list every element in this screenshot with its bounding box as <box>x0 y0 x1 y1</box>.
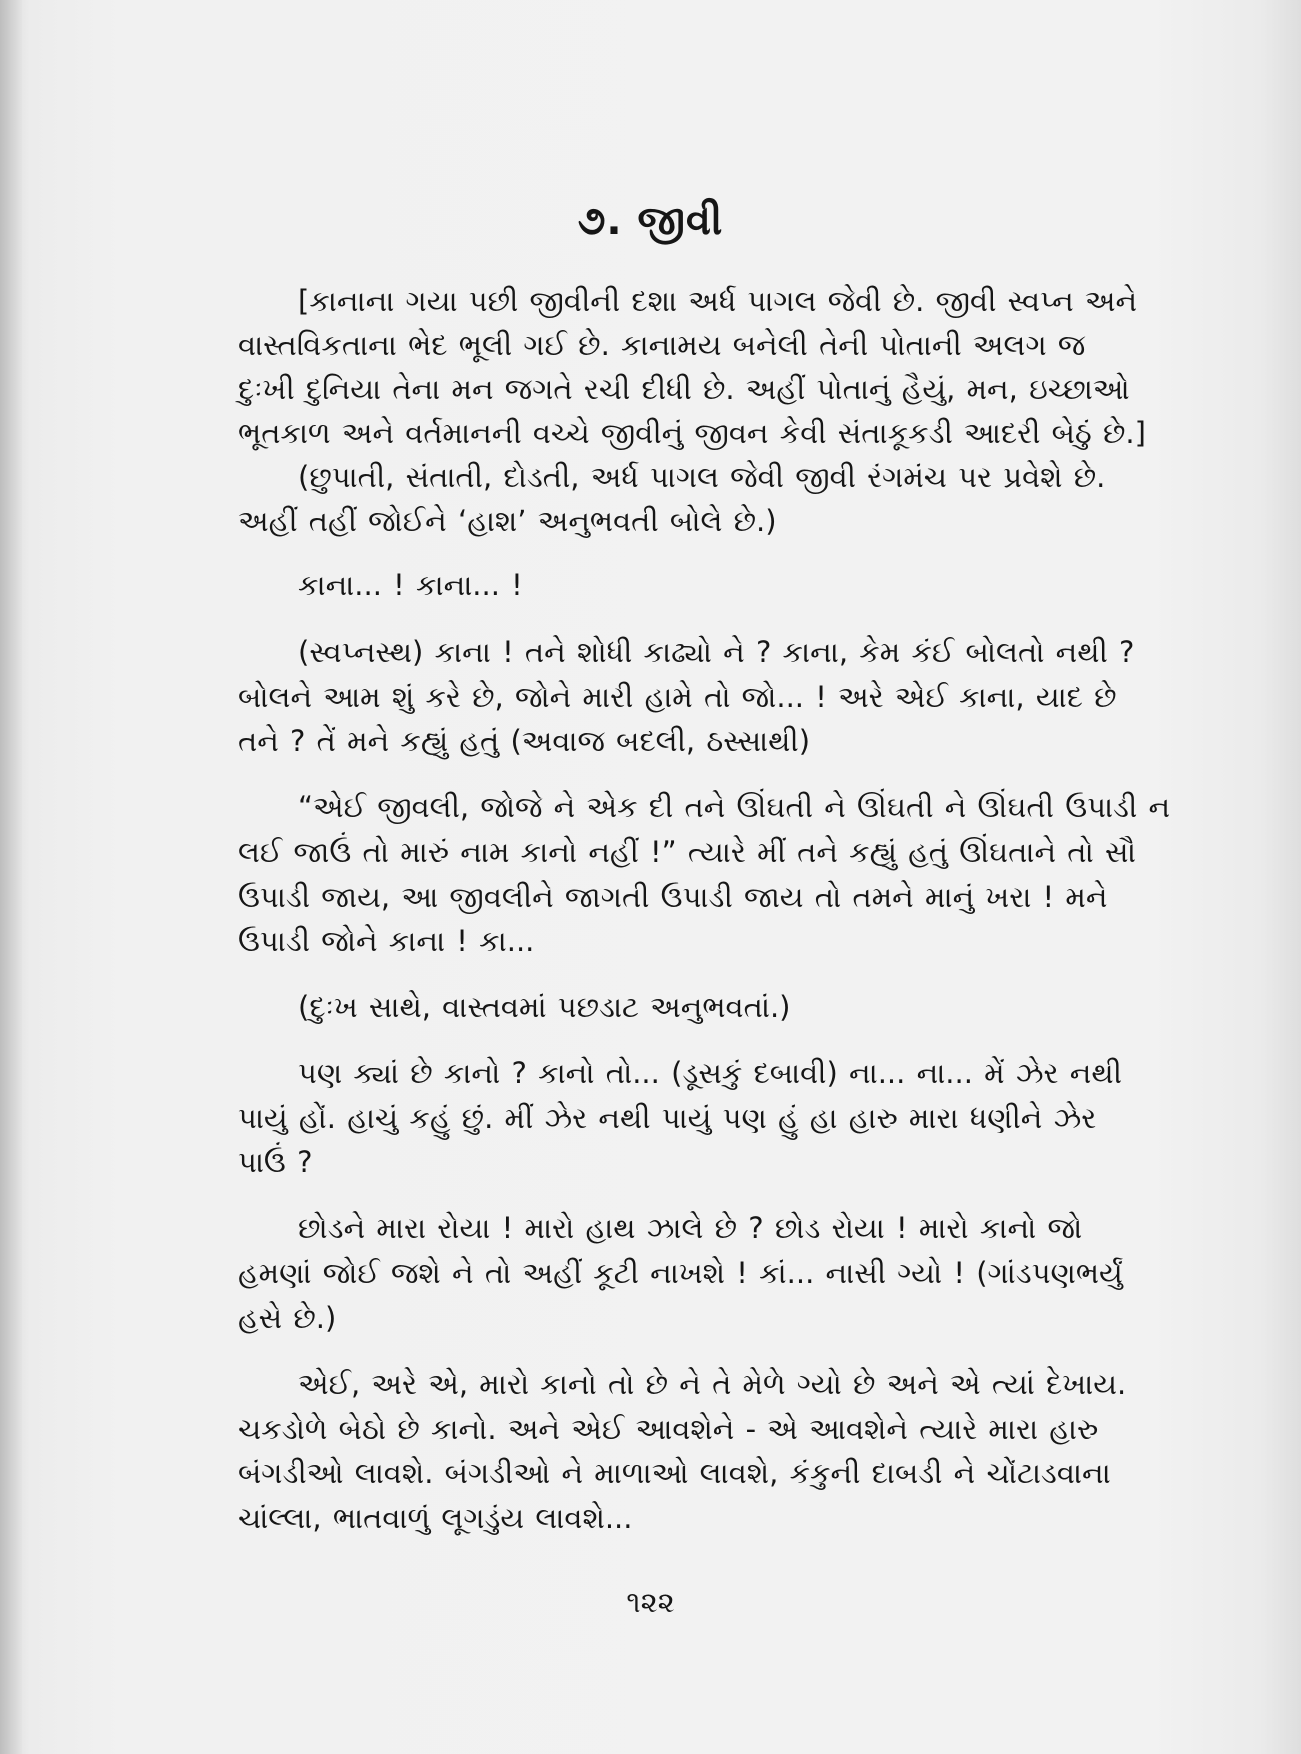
text-line: અહીં તહીં જોઈને ‘હાશ’ અનુભવતી બોલે છે.) <box>238 504 777 538</box>
text-line: ઉપાડી જાય, આ જીવલીને જાગતી ઉપાડી જાય તો તમને માનું ખરા ! મને <box>238 880 1108 914</box>
text-line: ચાંલ્લા, ભાતવાળું લૂગડુંય લાવશે... <box>238 1501 633 1535</box>
text-line: લઈ જાઉં તો મારું નામ કાનો નહીં !” ત્યારે મીં તને કહ્યું હતું ઊંઘતાને તો સૌ <box>238 835 1136 869</box>
chapter-title: ૭. જીવી <box>577 198 724 244</box>
text-line: બંગડીઓ લાવશે. બંગડીઓ ને માળાઓ લાવશે, કંકુની દાબડી ને ચોંટાડવાના <box>238 1456 1111 1490</box>
text-line: [કાનાના ગયા પછી જીવીની દશા અર્ધ પાગલ જેવી છે. જીવી સ્વપ્ન અને <box>298 284 1138 318</box>
text-line: કાના... ! કાના... ! <box>298 568 523 602</box>
text-line: એઈ, અરે એ, મારો કાનો તો છે ને તે મેળે ગ્યો છે અને એ ત્યાં દેખાય. <box>298 1367 1127 1401</box>
text-line: પણ ક્યાં છે કાનો ? કાનો તો... (ડૂસકું દબાવી) ના... ના... મેં ઝેર નથી <box>298 1056 1122 1090</box>
text-line: (સ્વપ્નસ્થ) કાના ! તને શોધી કાઢ્યો ને ? કાના, કેમ કંઈ બોલતો નથી ? <box>298 635 1135 669</box>
text-line: દુઃખી દુનિયા તેના મન જગતે રચી દીધી છે. અહીં પોતાનું હૈયું, મન, ઇચ્છાઓ <box>238 372 1130 406</box>
page-spine-shadow <box>0 0 22 1754</box>
text-line: “એઈ જીવલી, જોજે ને એક દી તને ઊંઘતી ને ઊંઘતી ને ઊંઘતી ઉપાડી ન <box>298 790 1171 824</box>
text-line: પાયું હોં. હાચું કહું છું. મીં ઝેર નથી પાયું પણ હું હા હારુ મારા ધણીને ઝેર <box>238 1101 1097 1135</box>
text-line: તને ? તેં મને કહ્યું હતું (અવાજ બદલી, ઠસ્સાથી) <box>238 724 811 758</box>
text-line: (છુપાતી, સંતાતી, દોડતી, અર્ધ પાગલ જેવી જીવી રંગમંચ પર પ્રવેશે છે. <box>298 460 1106 494</box>
text-line: છોડને મારા રોયા ! મારો હાથ ઝાલે છે ? છોડ રોયા ! મારો કાનો જો <box>298 1211 1083 1245</box>
text-line: હમણાં જોઈ જશે ને તો અહીં કૂટી નાખશે ! કાં... નાસી ગ્યો ! (ગાંડપણભર્યું <box>238 1256 1123 1290</box>
text-line: હસે છે.) <box>238 1301 337 1335</box>
text-line: પાઉં ? <box>238 1145 313 1179</box>
text-line: ભૂતકાળ અને વર્તમાનની વચ્ચે જીવીનું જીવન કેવી સંતાકૂકડી આદરી બેઠું છે.] <box>238 416 1146 450</box>
text-line: ચકડોળે બેઠો છે કાનો. અને એઈ આવશેને - એ આવશેને ત્યારે મારા હારુ <box>238 1412 1099 1446</box>
page-number: ૧૨૨ <box>626 1585 675 1619</box>
text-line: બોલને આમ શું કરે છે, જોને મારી હામે તો જો... ! અરે એઈ કાના, યાદ છે <box>238 680 1117 714</box>
text-line: (દુઃખ સાથે, વાસ્તવમાં પછડાટ અનુભવતાં.) <box>298 990 791 1024</box>
text-line: વાસ્તવિકતાના ભેદ ભૂલી ગઈ છે. કાનામય બનેલી તેની પોતાની અલગ જ <box>238 328 1086 362</box>
text-line: ઉપાડી જોને કાના ! કા... <box>238 924 535 958</box>
